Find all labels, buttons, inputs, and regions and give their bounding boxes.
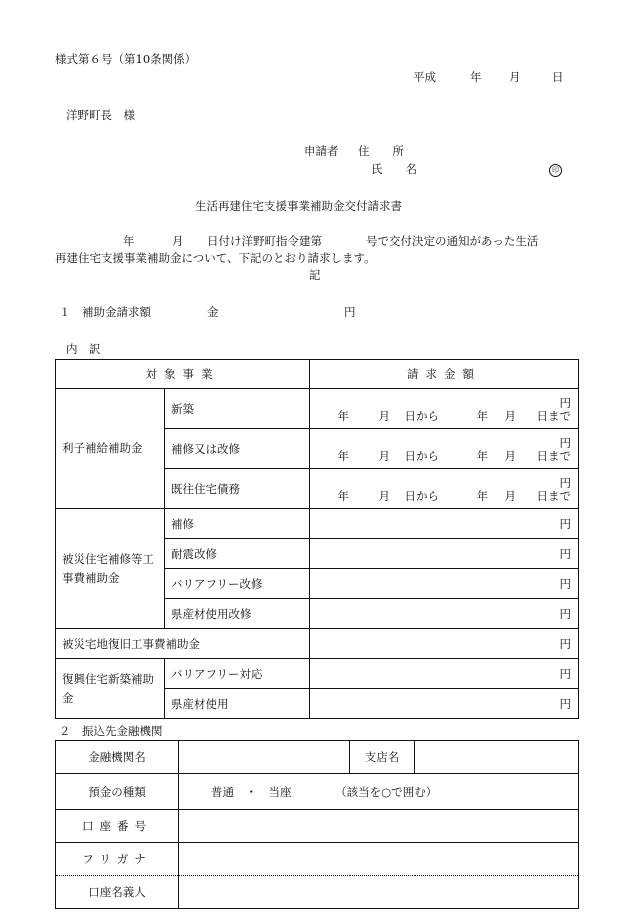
item-new-build: 新築 [165,389,310,429]
addressee: 洋野町長 様 [66,108,135,122]
header-amount: 請求金額 [310,360,579,389]
seal-icon [549,163,562,177]
date-range: 年 月 日から 年 月 日まで [337,409,571,423]
amount-local-timber[interactable]: 円 [310,689,579,719]
account-holder-field[interactable] [179,876,579,909]
body-line2: 再建住宅支援事業補助金について、下記のとおり請求します。 [55,251,376,265]
section2-label: ２ 振込先金融機関 [59,724,163,738]
amount-seismic[interactable]: 円 [310,539,579,569]
amount-barrier-free-renovation[interactable]: 円 [310,569,579,599]
yen-mark: 円 [559,436,571,450]
form-number: 様式第６号（第10条関係） [55,52,197,66]
deposit-type-label: 預金の種類 [56,774,179,810]
account-number-label: 口座番号 [56,810,179,843]
date-month: 月 [509,70,521,84]
date-range: 年 月 日から 年 月 日まで [337,449,571,463]
bank-table [55,740,579,909]
branch-field[interactable] [415,741,579,774]
section1-label: １ 補助金請求額 [59,305,151,319]
item-barrier-free-renovation: バリアフリー改修 [165,569,310,599]
amount-repair[interactable]: 円 [310,509,579,539]
amount-repair-renovation[interactable] [310,429,579,469]
account-holder-label: 口座名義人 [56,876,179,909]
deposit-type-field[interactable] [179,774,579,810]
breakdown-label: 内 訳 [66,342,101,356]
amount-local-timber-renovation[interactable]: 円 [310,599,579,629]
date-day: 日 [552,70,564,84]
amount-land[interactable]: 円 [310,629,579,659]
date-era: 平成 [413,70,436,84]
bank-name-field[interactable] [179,741,350,774]
body-year: 年 [123,234,135,248]
item-local-timber: 県産材使用 [165,689,310,719]
body-notice-ref: 日付け洋野町指令建第 [207,234,322,248]
amount-existing-debt[interactable] [310,469,579,509]
group-newbuild: 復興住宅新築補助金 [56,659,165,719]
account-number-field[interactable] [179,810,579,843]
date-year: 年 [470,70,482,84]
name-label: 氏 名 [371,162,417,176]
deposit-note: （該当を○で囲む） [335,784,438,799]
group-land: 被災宅地復旧工事費補助金 [56,629,310,659]
body-line1-tail: 号で交付決定の通知があった生活 [366,234,539,248]
body-month: 月 [172,234,184,248]
bank-name-label: 金融機関名 [56,741,179,774]
breakdown-table [55,359,579,719]
branch-label: 支店名 [350,741,415,774]
section1-yen: 円 [344,305,356,319]
item-repair-renovation: 補修又は改修 [165,429,310,469]
amount-barrier-free[interactable]: 円 [310,659,579,689]
deposit-options: 普通 ・ 当座 [211,784,292,799]
applicant-label: 申請者 [304,144,339,158]
furigana-field[interactable] [179,843,579,876]
header-project: 対象事業 [56,360,310,389]
document-title: 生活再建住宅支援事業補助金交付請求書 [195,199,402,213]
seal-mark: 印 [549,164,562,177]
item-seismic: 耐震改修 [165,539,310,569]
amount-new-build[interactable] [310,389,579,429]
item-repair: 補修 [165,509,310,539]
item-existing-debt: 既往住宅債務 [165,469,310,509]
yen-mark: 円 [559,396,571,410]
item-local-timber-renovation: 県産材使用改修 [165,599,310,629]
date-range: 年 月 日から 年 月 日まで [337,489,571,503]
address-label: 住 所 [358,144,404,158]
furigana-label: フリガナ [56,843,179,876]
group-interest: 利子補給補助金 [56,389,165,509]
group-repair: 被災住宅補修等工事費補助金 [56,509,165,629]
yen-mark: 円 [559,476,571,490]
item-barrier-free: バリアフリー対応 [165,659,310,689]
ki-mark: 記 [309,268,321,282]
section1-kin: 金 [207,305,219,319]
